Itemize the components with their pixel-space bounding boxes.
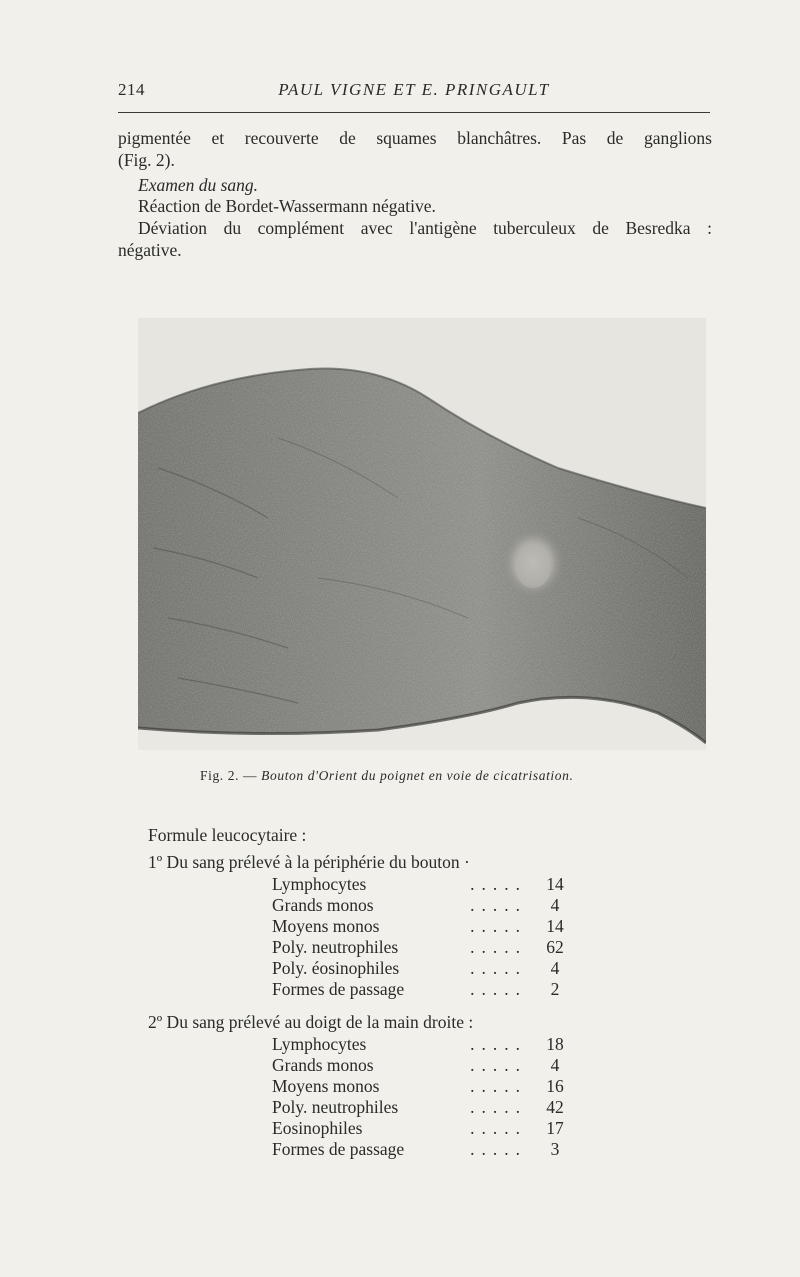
cell-value: 3 <box>550 1139 560 1159</box>
leader-dots: ..... <box>470 874 527 894</box>
table-row <box>272 1076 572 1097</box>
cell-label: Poly. éosinophiles <box>272 958 405 979</box>
cell-value: 42 <box>546 1097 564 1117</box>
table-row <box>272 1055 572 1076</box>
cell-value: 4 <box>550 1055 560 1075</box>
cell-label: Moyens monos <box>272 916 385 937</box>
cell-value: 16 <box>546 1076 564 1096</box>
cell-label: Moyens monos <box>272 1076 385 1097</box>
header-rule <box>118 112 710 113</box>
cell-value: 2 <box>550 979 560 999</box>
cell-label: Formes de passage <box>272 1139 410 1160</box>
cell-value: 17 <box>546 1118 564 1138</box>
leader-dots: ..... <box>470 1139 527 1159</box>
sample-1-heading: 1º Du sang prélevé à la périphérie du bouton · <box>148 852 470 872</box>
leader-dots: ..... <box>470 1055 527 1075</box>
leader-dots: ..... <box>470 1097 527 1117</box>
leader-dots: ..... <box>470 916 527 936</box>
deviation-line-2: négative. <box>118 240 182 260</box>
cell-label: Grands monos <box>272 1055 380 1076</box>
table-row <box>272 874 572 895</box>
bordet-reaction: Réaction de Bordet-Wassermann négative. <box>138 196 436 216</box>
cell-label: Eosinophiles <box>272 1118 368 1139</box>
cell-label: Lymphocytes <box>272 874 372 895</box>
table-row <box>272 1139 572 1160</box>
table-row <box>272 979 572 1000</box>
leader-dots: ..... <box>470 895 527 915</box>
cell-value: 18 <box>546 1034 564 1054</box>
leader-dots: ..... <box>470 1034 527 1054</box>
cell-value: 14 <box>546 874 564 894</box>
cell-value: 14 <box>546 916 564 936</box>
table-row <box>272 1118 572 1139</box>
leader-dots: ..... <box>470 1118 527 1138</box>
running-title: PAUL VIGNE ET E. PRINGAULT <box>278 80 550 99</box>
cell-label: Poly. neutrophiles <box>272 1097 404 1118</box>
leader-dots: ..... <box>470 979 527 999</box>
table-row <box>272 916 572 937</box>
body-line-1: pigmentée et recouverte de squames blanchâtres. Pas de ganglions <box>118 128 712 148</box>
table-row <box>272 1034 572 1055</box>
leader-dots: ..... <box>470 958 527 978</box>
cell-label: Poly. neutrophiles <box>272 937 404 958</box>
body-line-2: (Fig. 2). <box>118 150 175 170</box>
table-row <box>272 895 572 916</box>
cell-label: Lymphocytes <box>272 1034 372 1055</box>
deviation-line-1: Déviation du complément avec l'antigène tuberculeux de Besredka : <box>138 218 712 238</box>
table-row <box>272 958 572 979</box>
cell-value: 4 <box>550 958 560 978</box>
cell-label: Grands monos <box>272 895 380 916</box>
wrist-photo-illustration <box>138 318 706 750</box>
leader-dots: ..... <box>470 1076 527 1096</box>
page-number: 214 <box>118 80 145 99</box>
sample-2-heading: 2º Du sang prélevé au doigt de la main droite : <box>148 1012 474 1032</box>
cell-label: Formes de passage <box>272 979 410 1000</box>
cell-value: 4 <box>550 895 560 915</box>
leader-dots: ..... <box>470 937 527 957</box>
table-row <box>272 1097 572 1118</box>
page-header <box>118 80 710 110</box>
figure-caption <box>200 768 660 784</box>
exam-title: Examen du sang. <box>138 175 259 195</box>
wrist-photograph <box>138 318 706 750</box>
figure-caption-label: Fig. 2. — <box>200 768 258 783</box>
formula-title: Formule leucocytaire : <box>148 825 307 845</box>
figure-caption-text: Bouton d'Orient du poignet en voie de cicatrisation. <box>261 768 574 783</box>
cell-value: 62 <box>546 937 564 957</box>
table-row <box>272 937 572 958</box>
